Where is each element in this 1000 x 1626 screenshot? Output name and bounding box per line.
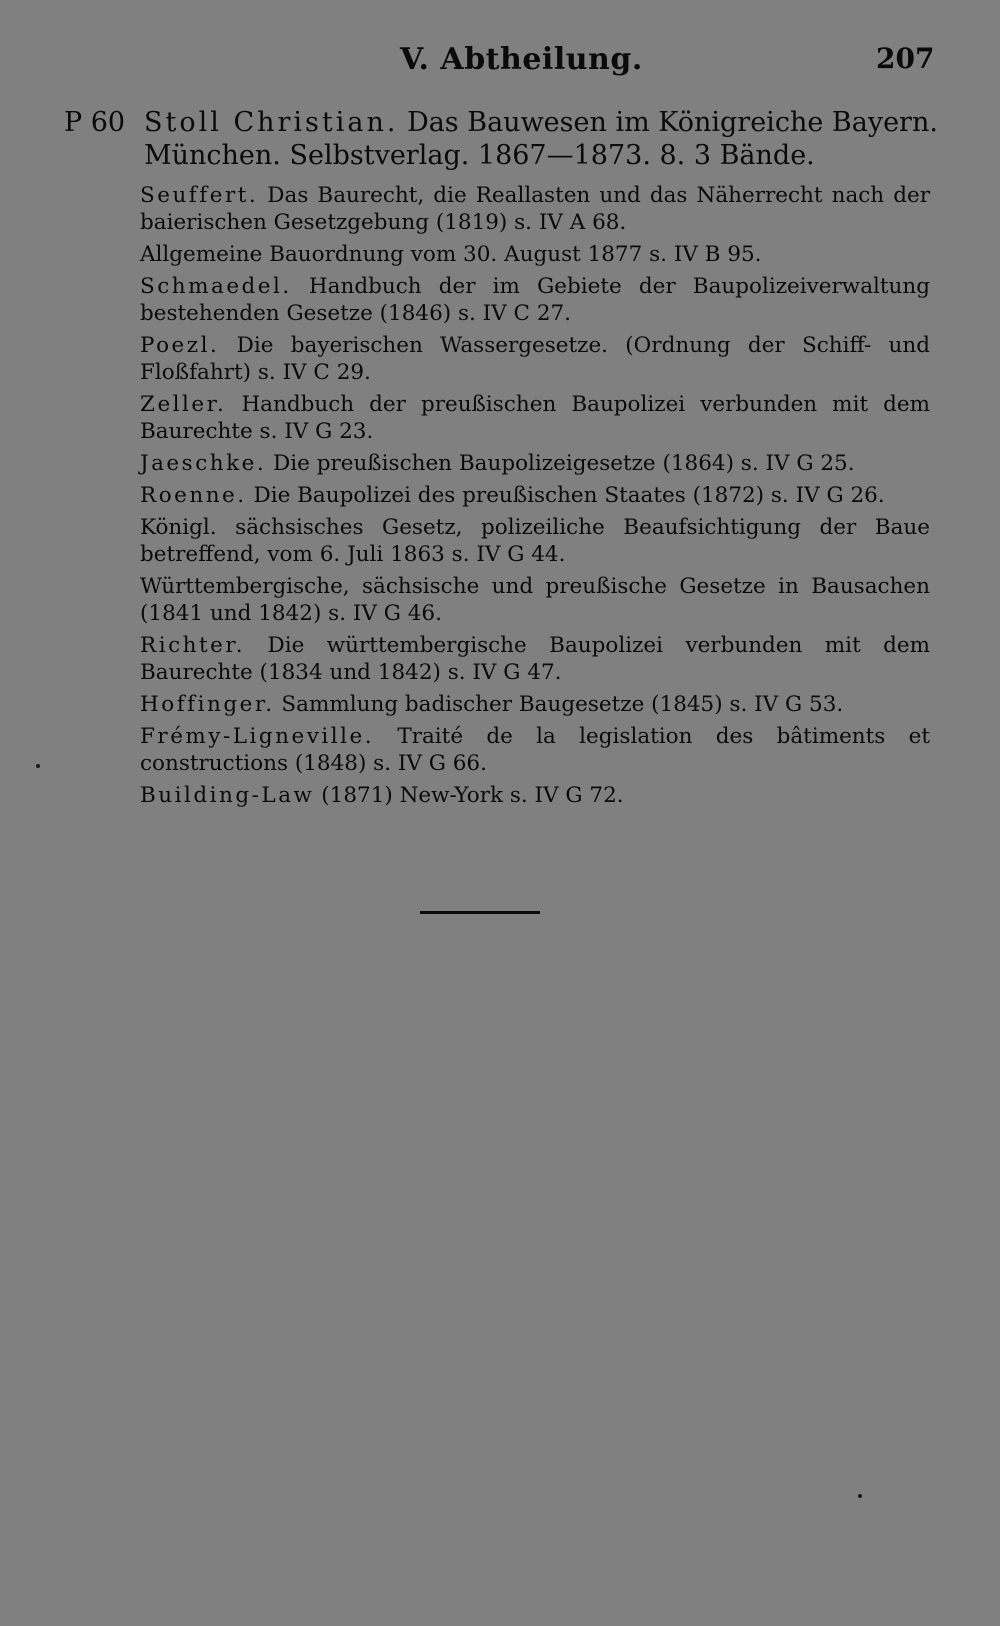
- reference-text: Allgemeine Bauordnung vom 30. August 1877 s. IV B 95.: [140, 242, 762, 267]
- reference-text: Sammlung badischer Baugesetze (1845) s. IV G 53.: [281, 692, 844, 717]
- cross-reference: [140, 391, 930, 445]
- reference-text: Die preußischen Baupolizeigesetze (1864) s. IV G 25.: [273, 451, 855, 476]
- reference-author: Königl.: [140, 515, 217, 540]
- page-number: 207: [876, 42, 935, 75]
- reference-author: Zeller.: [140, 392, 227, 417]
- reference-author: Roenne.: [140, 483, 247, 508]
- page-header: [0, 40, 1000, 80]
- shelf-mark: P 60: [64, 107, 126, 138]
- reference-text: Handbuch der im Gebiete der Baupolizeiverwaltung bestehenden Gesetze (1846) s. IV C 27.: [140, 274, 930, 326]
- cross-reference: [140, 573, 930, 627]
- cross-reference-list: [140, 182, 930, 814]
- main-entry-imprint: München. Selbstverlag. 1867—1873. 8. 3 Bände.: [144, 140, 815, 171]
- cross-reference: [140, 241, 930, 268]
- cross-reference: [140, 450, 930, 477]
- reference-text: Das Baurecht, die Reallasten und das Näherrecht nach der baierischen Gesetzgebung (1819) s. IV A 68.: [140, 183, 930, 235]
- reference-author: Frémy-Ligneville.: [140, 724, 375, 749]
- main-catalog-entry: [64, 106, 938, 172]
- reference-text: Württembergische, sächsische und preußische Gesetze in Bausachen (1841 und 1842) s. IV G 46.: [140, 574, 930, 626]
- cross-reference: [140, 182, 930, 236]
- reference-author: Building-Law: [140, 783, 315, 808]
- cross-reference: [140, 782, 930, 809]
- reference-author: Schmaedel.: [140, 274, 292, 299]
- reference-author: Hoffinger.: [140, 692, 275, 717]
- reference-author: Jaeschke.: [140, 451, 267, 476]
- cross-reference: [140, 691, 930, 718]
- cross-reference: [140, 514, 930, 568]
- print-speck: [36, 764, 40, 768]
- print-speck: [858, 1494, 862, 1498]
- reference-author: Seuffert.: [140, 183, 259, 208]
- reference-author: Poezl.: [140, 333, 220, 358]
- section-end-rule: [420, 911, 540, 914]
- cross-reference: [140, 482, 930, 509]
- main-entry-line-2: [64, 139, 934, 172]
- reference-text: Die bayerischen Wassergesetze. (Ordnung der Schiff- und Floßfahrt) s. IV C 29.: [140, 333, 930, 385]
- reference-text: Die württembergische Baupolizei verbunden mit dem Baurechte (1834 und 1842) s. IV G 47.: [140, 633, 931, 685]
- section-title: V. Abtheilung.: [400, 42, 643, 77]
- main-entry-author: Stoll Christian.: [144, 107, 399, 138]
- main-entry-title: Das Bauwesen im Königreiche Bayern.: [407, 107, 938, 138]
- reference-text: Handbuch der preußischen Baupolizei verbunden mit dem Baurechte s. IV G 23.: [140, 392, 930, 444]
- cross-reference: [140, 723, 930, 777]
- cross-reference: [140, 332, 930, 386]
- reference-text: sächsisches Gesetz, polizeiliche Beaufsichtigung der Baue betreffend, vom 6. Juli 1863 s. IV G 44.: [140, 515, 930, 567]
- reference-text: Die Baupolizei des preußischen Staates (1872) s. IV G 26.: [253, 483, 885, 508]
- reference-text: (1871) New-York s. IV G 72.: [321, 783, 624, 808]
- reference-text: Traité de la legislation des bâtiments et constructions (1848) s. IV G 66.: [140, 724, 931, 776]
- cross-reference: [140, 632, 930, 686]
- cross-reference: [140, 273, 930, 327]
- reference-author: Richter.: [140, 633, 246, 658]
- main-entry-line-1: [64, 106, 938, 139]
